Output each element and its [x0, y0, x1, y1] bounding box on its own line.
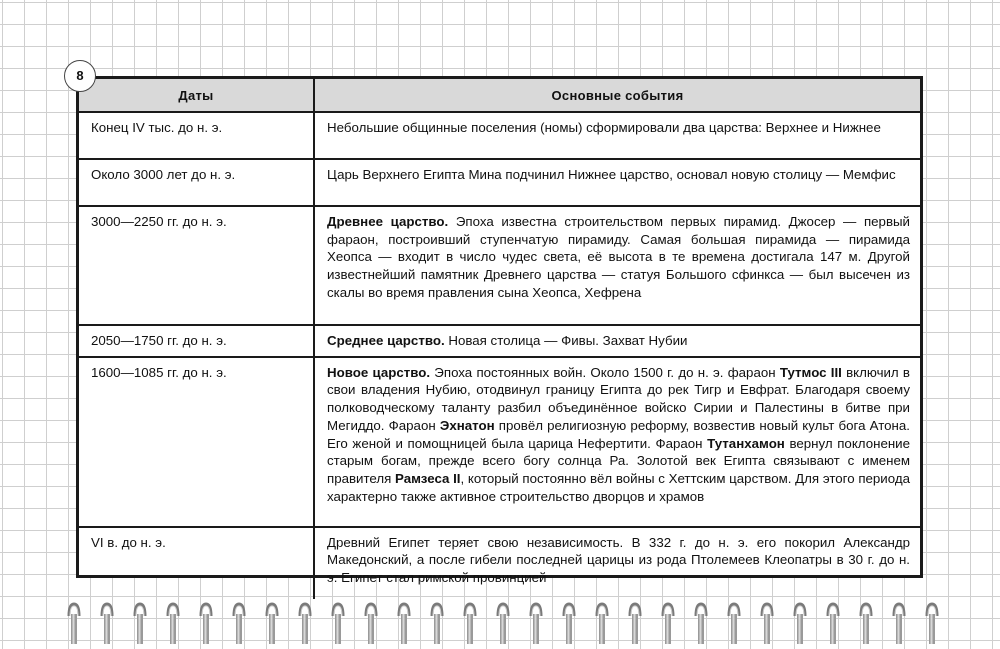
binding-ring: [562, 600, 576, 644]
date-cell: Около 3000 лет до н. э.: [79, 159, 314, 206]
binding-ring: [331, 600, 345, 644]
date-cell: VI в. до н. э.: [79, 527, 314, 599]
table-row: [79, 206, 920, 325]
event-text: вернул поклонение старым богам, прежде всего богу солнца Ра. Золотой век Египта связывают с именем правителя: [327, 435, 911, 486]
binding-ring: [760, 600, 774, 644]
binding-ring: [133, 600, 147, 644]
date-cell: 1600—1085 гг. до н. э.: [79, 357, 314, 527]
table-row: [79, 159, 920, 206]
event-text: Древний Египет теряет свою независимость. В 332 г. до н. э. его покорил Александр Македонский, а после гибели последней царицы из рода Птолемеев Клеопатры в 30 г. до н. э. Египет стал римской провинцией: [327, 534, 910, 586]
event-bold-term: Рамзеса II: [395, 470, 461, 486]
event-cell: [314, 357, 920, 527]
spiral-binding: [0, 600, 1000, 644]
event-cell: [314, 206, 920, 325]
table-row: [79, 527, 920, 599]
event-bold-term: Эхнатон: [439, 417, 495, 433]
binding-ring: [859, 600, 873, 644]
binding-ring: [826, 600, 840, 644]
binding-ring: [265, 600, 279, 644]
binding-ring: [232, 600, 246, 644]
event-text: включил в свои владения Нубию, отодвинул границу Египта до рек Тигр и Евфрат. Благодаря своему полководческому таланту разбил объединённое войско Сирии и Палестины в битве при Мегиддо. Фараон: [327, 364, 910, 433]
table-row: [79, 357, 920, 527]
event-cell: [314, 159, 920, 206]
binding-ring: [595, 600, 609, 644]
event-text: Эпоха постоянных войн. Около 1500 г. до н. э. фараон: [430, 364, 780, 380]
table-header-row: [79, 79, 920, 112]
binding-ring: [925, 600, 939, 644]
binding-ring: [199, 600, 213, 644]
binding-ring: [430, 600, 444, 644]
event-text: провёл религиозную реформу, возвестив новый культ бога Атона. Его женой и помощницей была царица Нефертити. Фараон: [327, 417, 910, 451]
table-row: [79, 325, 920, 357]
binding-ring: [397, 600, 411, 644]
binding-ring: [793, 600, 807, 644]
binding-ring: [892, 600, 906, 644]
binding-ring: [298, 600, 312, 644]
event-bold-term: Тутанхамон: [707, 435, 785, 451]
binding-ring: [67, 600, 81, 644]
date-cell: 2050—1750 гг. до н. э.: [79, 325, 314, 357]
header-events: Основные события: [314, 79, 920, 112]
date-cell: 3000—2250 гг. до н. э.: [79, 206, 314, 325]
event-text: , который постоянно вёл войны с Хеттским царством. Для этого периода характерно также активное строительство дворцов и храмов: [327, 470, 910, 504]
binding-ring: [529, 600, 543, 644]
binding-ring: [463, 600, 477, 644]
history-table: [76, 76, 923, 586]
page-number: 8: [64, 60, 96, 92]
table-row: [79, 112, 920, 159]
binding-ring: [166, 600, 180, 644]
event-text: Эпоха известна строительством первых пирамид. Джосер — первый фараон, построивший ступенчатую пирамиду. Самая большая пирамида — пирамида Хеопса — входит в число чудес света, её высота в те времена достигала 147 м. Другой известнейший памятник Древнего царства — статуя Большого сфинкса — был высечен из скалы во время правления сына Хеопса, Хефрена: [327, 214, 910, 300]
event-cell: [314, 325, 920, 357]
event-bold-term: Среднее царство.: [327, 333, 445, 348]
binding-ring: [628, 600, 642, 644]
event-cell: [314, 527, 920, 599]
event-cell: [314, 112, 920, 159]
header-dates: Даты: [79, 79, 314, 112]
binding-ring: [364, 600, 378, 644]
event-text: Царь Верхнего Египта Мина подчинил Нижнее царство, основал новую столицу — Мемфис: [327, 167, 896, 182]
binding-ring: [694, 600, 708, 644]
event-bold-term: Тутмос III: [779, 364, 842, 380]
event-text: Новая столица — Фивы. Захват Нубии: [444, 333, 688, 348]
binding-ring: [496, 600, 510, 644]
date-cell: Конец IV тыс. до н. э.: [79, 112, 314, 159]
event-bold-term: Древнее царство.: [327, 214, 449, 229]
event-bold-term: Новое царство.: [327, 364, 431, 380]
event-text: Небольшие общинные поселения (номы) сформировали два царства: Верхнее и Нижнее: [327, 120, 881, 135]
binding-ring: [661, 600, 675, 644]
binding-ring: [727, 600, 741, 644]
binding-ring: [100, 600, 114, 644]
